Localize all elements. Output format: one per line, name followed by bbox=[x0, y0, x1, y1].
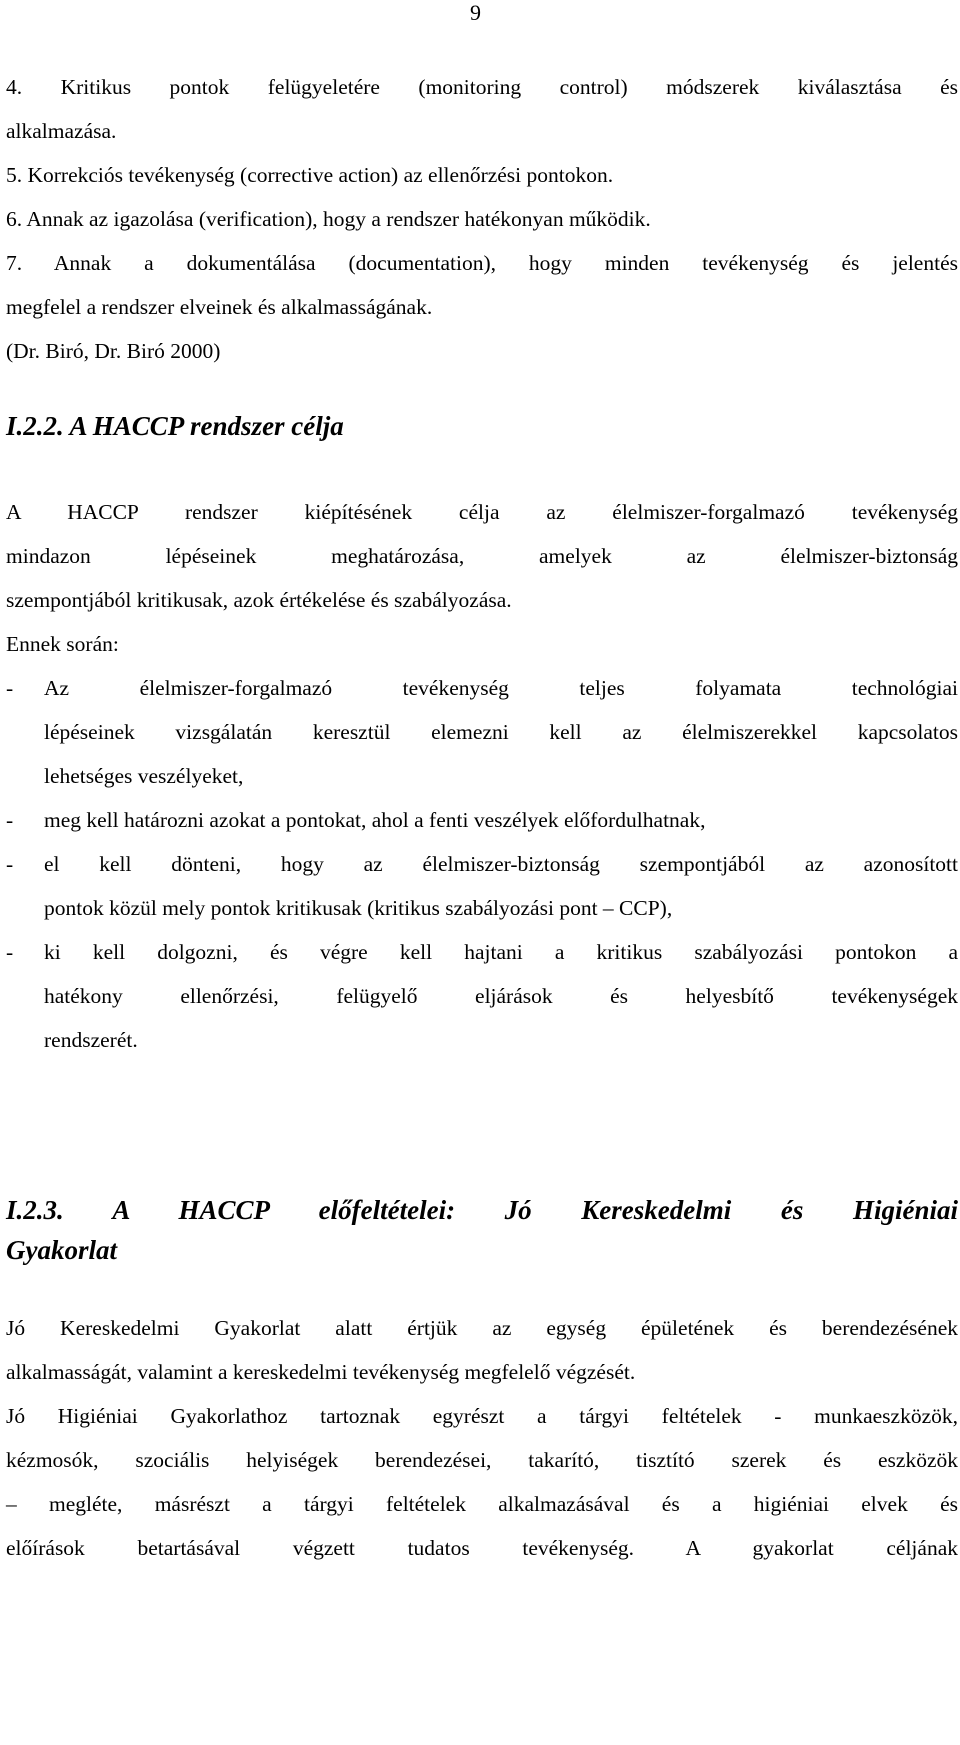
list-item-5: 5. Korrekciós tevékenység (corrective action) az ellenőrzési pontokon. bbox=[6, 163, 614, 187]
para-line: Jó Higiéniai Gyakorlathoz tartoznak egyrészt a tárgyi feltételek - munkaeszközök, bbox=[6, 1404, 958, 1428]
citation: (Dr. Biró, Dr. Biró 2000) bbox=[6, 339, 221, 363]
bullet-line: el kell dönteni, hogy az élelmiszer-biztonság szempontjából az azonosított bbox=[44, 852, 958, 876]
bullet-line: meg kell határozni azokat a pontokat, ahol a fenti veszélyek előfordulhatnak, bbox=[44, 808, 706, 832]
section-123-heading-block bbox=[6, 1190, 958, 1270]
numbered-list bbox=[6, 65, 958, 373]
para-line: szempontjából kritikusak, azok értékelése és szabályozása. bbox=[6, 588, 512, 612]
bullet-dash: - bbox=[6, 808, 14, 832]
list-item-4-line1: 4. Kritikus pontok felügyeletére (monitoring control) módszerek kiválasztása és bbox=[6, 75, 958, 99]
para-line: mindazon lépéseinek meghatározása, amelyek az élelmiszer-biztonság bbox=[6, 544, 958, 568]
bullet-item bbox=[6, 930, 958, 1062]
page-number: 9 bbox=[470, 0, 481, 25]
section-122-heading-block bbox=[6, 406, 958, 446]
bullet-dash: - bbox=[6, 676, 14, 700]
bullet-item bbox=[6, 842, 958, 930]
para-line: Jó Kereskedelmi Gyakorlat alatt értjük az egység épületének és berendezésének bbox=[6, 1316, 958, 1340]
bullet-line: rendszerét. bbox=[44, 1028, 138, 1052]
bullet-line: Az élelmiszer-forgalmazó tevékenység teljes folyamata technológiai bbox=[44, 676, 958, 700]
bullet-line: pontok közül mely pontok kritikusak (kritikus szabályozási pont – CCP), bbox=[44, 896, 673, 920]
bullet-list bbox=[6, 666, 958, 1062]
para-line: A HACCP rendszer kiépítésének célja az élelmiszer-forgalmazó tevékenység bbox=[6, 500, 958, 524]
section-123-heading-line2: Gyakorlat bbox=[6, 1235, 117, 1265]
section-122-heading: I.2.2. A HACCP rendszer célja bbox=[6, 411, 344, 441]
para-line: – megléte, másrészt a tárgyi feltételek alkalmazásával és a higiéniai elvek és bbox=[6, 1492, 958, 1516]
bullet-line: lépéseinek vizsgálatán keresztül elemezni kell az élelmiszerekkel kapcsolatos bbox=[44, 720, 958, 744]
bullet-item bbox=[6, 666, 958, 798]
section-123-heading-line1: I.2.3. A HACCP előfeltételei: Jó Kereskedelmi és Higiéniai bbox=[6, 1195, 958, 1225]
section-122-paragraph bbox=[6, 490, 958, 666]
bullet-line: lehetséges veszélyeket, bbox=[44, 764, 244, 788]
bullet-line: ki kell dolgozni, és végre kell hajtani a kritikus szabályozási pontokon a bbox=[44, 940, 958, 964]
para-line: kézmosók, szociális helyiségek berendezései, takarító, tisztító szerek és eszközök bbox=[6, 1448, 958, 1472]
section-123-body bbox=[6, 1306, 958, 1570]
list-item-4-line2: alkalmazása. bbox=[6, 119, 117, 143]
intro-text: Ennek során: bbox=[6, 632, 119, 656]
bullet-item bbox=[6, 798, 958, 842]
bullet-dash: - bbox=[6, 852, 14, 876]
list-item-6: 6. Annak az igazolása (verification), hogy a rendszer hatékonyan működik. bbox=[6, 207, 651, 231]
bullet-line: hatékony ellenőrzési, felügyelő eljárások és helyesbítő tevékenységek bbox=[44, 984, 958, 1008]
list-item-7-line2: megfelel a rendszer elveinek és alkalmasságának. bbox=[6, 295, 433, 319]
list-item-7-line1: 7. Annak a dokumentálása (documentation), hogy minden tevékenység és jelentés bbox=[6, 251, 958, 275]
para-line: előírások betartásával végzett tudatos tevékenység. A gyakorlat céljának bbox=[6, 1536, 958, 1560]
bullet-dash: - bbox=[6, 940, 14, 964]
para-line: alkalmasságát, valamint a kereskedelmi tevékenység megfelelő végzését. bbox=[6, 1360, 636, 1384]
